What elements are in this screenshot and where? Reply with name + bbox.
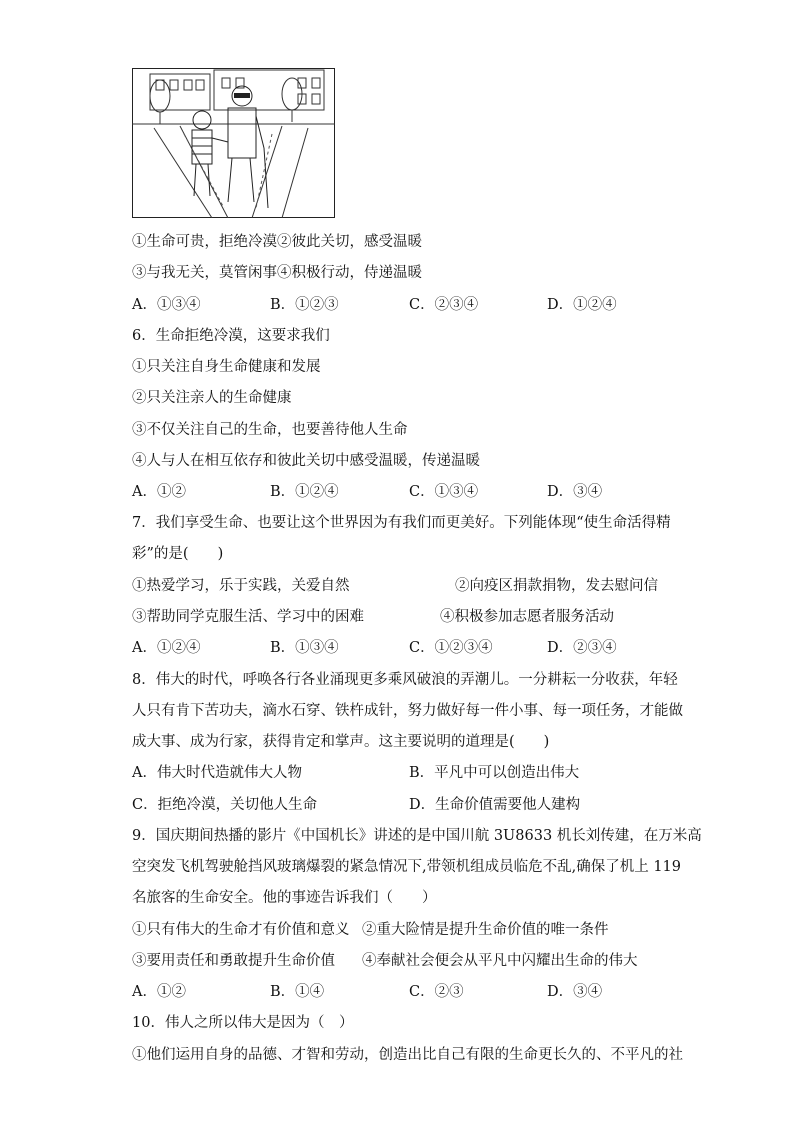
q9-stem-line-2: 空突发飞机驾驶舱挡风玻璃爆裂的紧急情况下,带领机组成员临危不乱,确保了机上 119 [132,859,682,875]
q7-statement-4: ④积极参加志愿者服务活动 [440,609,614,625]
q6-statement-3: ③不仅关注自己的生命，也要善待他人生命 [132,422,408,438]
q8-option-a[interactable]: A．伟大时代造就伟大人物 [132,765,302,781]
q6-statement-1: ①只关注自身生命健康和发展 [132,359,321,375]
q9-option-b[interactable]: B．①④ [270,984,325,1000]
q8-option-b[interactable]: B．平凡中可以创造出伟大 [409,765,580,781]
q8-option-d[interactable]: D．生命价值需要他人建构 [409,797,581,813]
q10-stem: 10．伟人之所以伟大是因为（ ） [132,1015,354,1031]
q9-option-d[interactable]: D．③④ [547,984,603,1000]
q9-option-c[interactable]: C．②③ [409,984,464,1000]
q9-stem-line-3: 名旅客的生命安全。他的事迹告诉我们（ ） [132,890,437,906]
q7-option-a[interactable]: A．①②④ [132,640,201,656]
q9-statement-4: ④奉献社会便会从平凡中闪耀出生命的伟大 [362,953,638,969]
q9-stem-line-1: 9．国庆期间热播的影片《中国机长》讲述的是中国川航 3U8633 机长刘传建，在万米高 [132,828,702,844]
q9-statement-1: ①只有伟大的生命才有价值和意义 [132,922,350,938]
q6-option-b[interactable]: B．①②④ [270,484,339,500]
q6-statement-4: ④人与人在相互依存和彼此关切中感受温暖，传递温暖 [132,453,480,469]
q8-option-c[interactable]: C．拒绝冷漠，关切他人生命 [132,797,318,813]
q6-statement-2: ②只关注亲人的生命健康 [132,390,292,406]
q7-statement-2: ②向疫区捐款捐物，发去慰问信 [455,578,658,594]
q6-option-d[interactable]: D．③④ [547,484,603,500]
q5-option-d[interactable]: D．①②④ [547,297,617,313]
q9-option-a[interactable]: A．①② [132,984,186,1000]
q8-stem-line-3: 成大事、成为行家，获得肯定和掌声。这主要说明的道理是( ) [132,734,550,750]
illustration-guiding-blind-man [132,68,335,218]
q7-statement-3: ③帮助同学克服生活、学习中的困难 [132,609,364,625]
q5-statement-3-4: ③与我无关，莫管闲事④积极行动，侍递温暖 [132,265,422,281]
q7-option-d[interactable]: D．②③④ [547,640,617,656]
q7-option-c[interactable]: C．①②③④ [409,640,493,656]
q5-statement-1-2: ①生命可贵，拒绝冷漠②彼此关切，感受温暖 [132,234,422,250]
q7-stem-line-2: 彩”的是( ) [132,546,224,562]
q9-statement-2: ②重大险情是提升生命价值的唯一条件 [362,922,609,938]
q8-stem-line-2: 人只有肯下苦功夫，滴水石穿、铁杵成针，努力做好每一件小事、每一项任务，才能做 [132,703,683,719]
q8-stem-line-1: 8．伟大的时代，呼唤各行各业涌现更多乘风破浪的弄潮儿。一分耕耘一分收获，年轻 [132,672,678,688]
q6-option-a[interactable]: A．①② [132,484,186,500]
q5-option-a[interactable]: A．①③④ [132,297,201,313]
q7-statement-1: ①热爱学习，乐于实践，关爱自然 [132,578,350,594]
q10-statement-1: ①他们运用自身的品德、才智和劳动，创造出比自己有限的生命更长久的、不平凡的社 [132,1047,683,1063]
q5-option-c[interactable]: C．②③④ [409,297,479,313]
q6-stem: 6．生命拒绝冷漠，这要求我们 [132,328,330,344]
q9-statement-3: ③要用责任和勇敢提升生命价值 [132,953,335,969]
q7-stem-line-1: 7．我们享受生命、也要让这个世界因为有我们而更美好。下列能体现“使生命活得精 [132,515,671,531]
q6-option-c[interactable]: C．①③④ [409,484,479,500]
q5-option-b[interactable]: B．①②③ [270,297,339,313]
q7-option-b[interactable]: B．①③④ [270,640,339,656]
